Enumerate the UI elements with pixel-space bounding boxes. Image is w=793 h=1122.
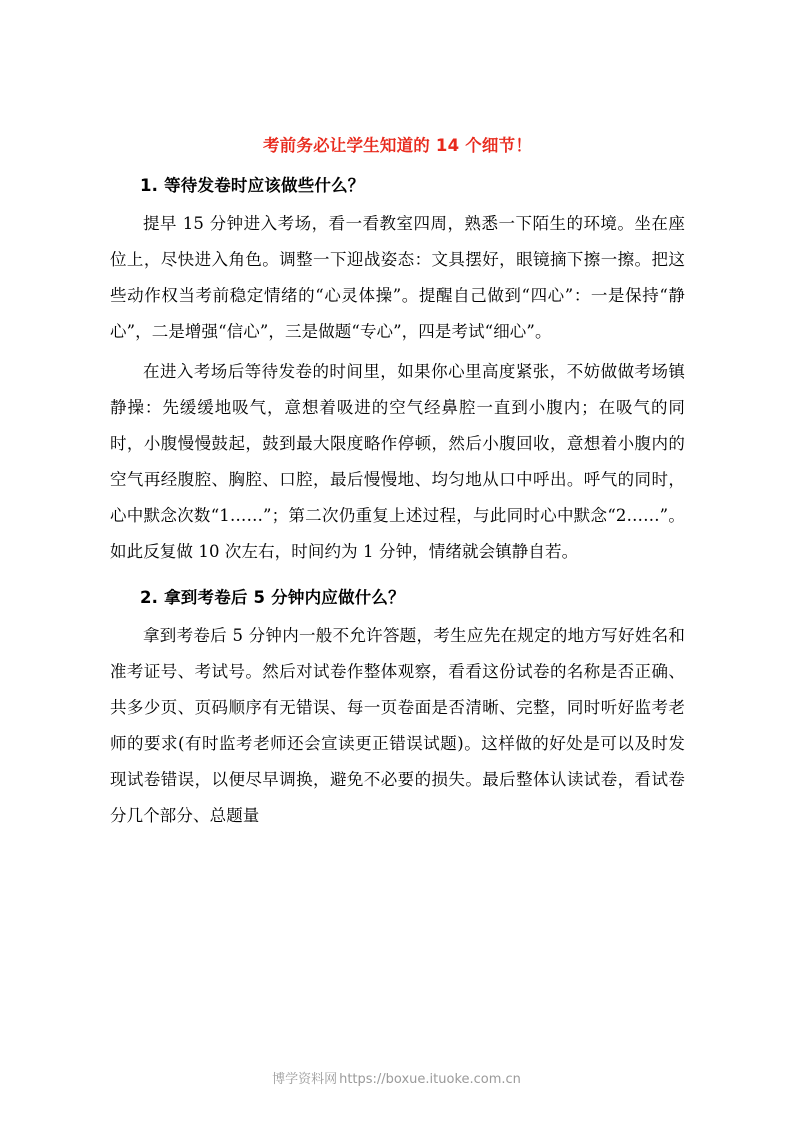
section-heading-1: 1. 等待发卷时应该做些什么？ bbox=[140, 176, 365, 195]
section-1-paragraph-2: 在进入考场后等待发卷的时间里，如果你心里高度紧张，不妨做做考场镇静操：先缓缓地吸气，意想着吸进的空气经鼻腔一直到小腹内；在吸气的同时，小腹慢慢鼓起，鼓到最大限度略作停顿，然后小腹回收，意想着小腹内的空气再经腹腔、胸腔、口腔，最后慢慢地、均匀地从口中呼出。呼气的同时，心中默念次数“1……”；第二次仍重复上述过程，与此同时心中默念“2……”。如此反复做 10 次左右，时间约为 1 分钟，情绪就会镇静自若。 bbox=[110, 362, 685, 561]
footer-site-url: https://boxue.ituoke.com.cn bbox=[339, 1072, 521, 1087]
section-1-paragraph-1: 提早 15 分钟进入考场，看一看教室四周，熟悉一下陌生的环境。坐在座位上，尽快进入角色。调整一下迎战姿态：文具摆好，眼镜摘下擦一擦。把这些动作权当考前稳定情绪的“心灵体操”。提醒自己做到“四心”：一是保持“静心”，二是增强“信心”，三是做题“专心”，四是考试“细心”。 bbox=[110, 214, 685, 341]
footer-site-name: 博学资料网 bbox=[272, 1072, 338, 1087]
section-heading-2: 2. 拿到考卷后 5 分钟内应做什么？ bbox=[140, 588, 405, 607]
section-2-paragraph-1: 拿到考卷后 5 分钟内一般不允许答题，考生应先在规定的地方写好姓名和准考证号、考试号。然后对试卷作整体观察，看看这份试卷的名称是否正确、共多少页、页码顺序有无错误、每一页卷面是否清晰、完整，同时听好监考老师的要求(有时监考老师还会宣读更正错误试题)。这样做的好处是可以及时发现试卷错误，以便尽早调换，避免不必要的损失。最后整体认读试卷，看试卷分几个部分、总题量 bbox=[110, 626, 685, 825]
page-footer bbox=[0, 1068, 793, 1087]
page-title: 考前务必让学生知道的 14 个细节！ bbox=[262, 136, 533, 155]
document-body bbox=[110, 132, 685, 836]
